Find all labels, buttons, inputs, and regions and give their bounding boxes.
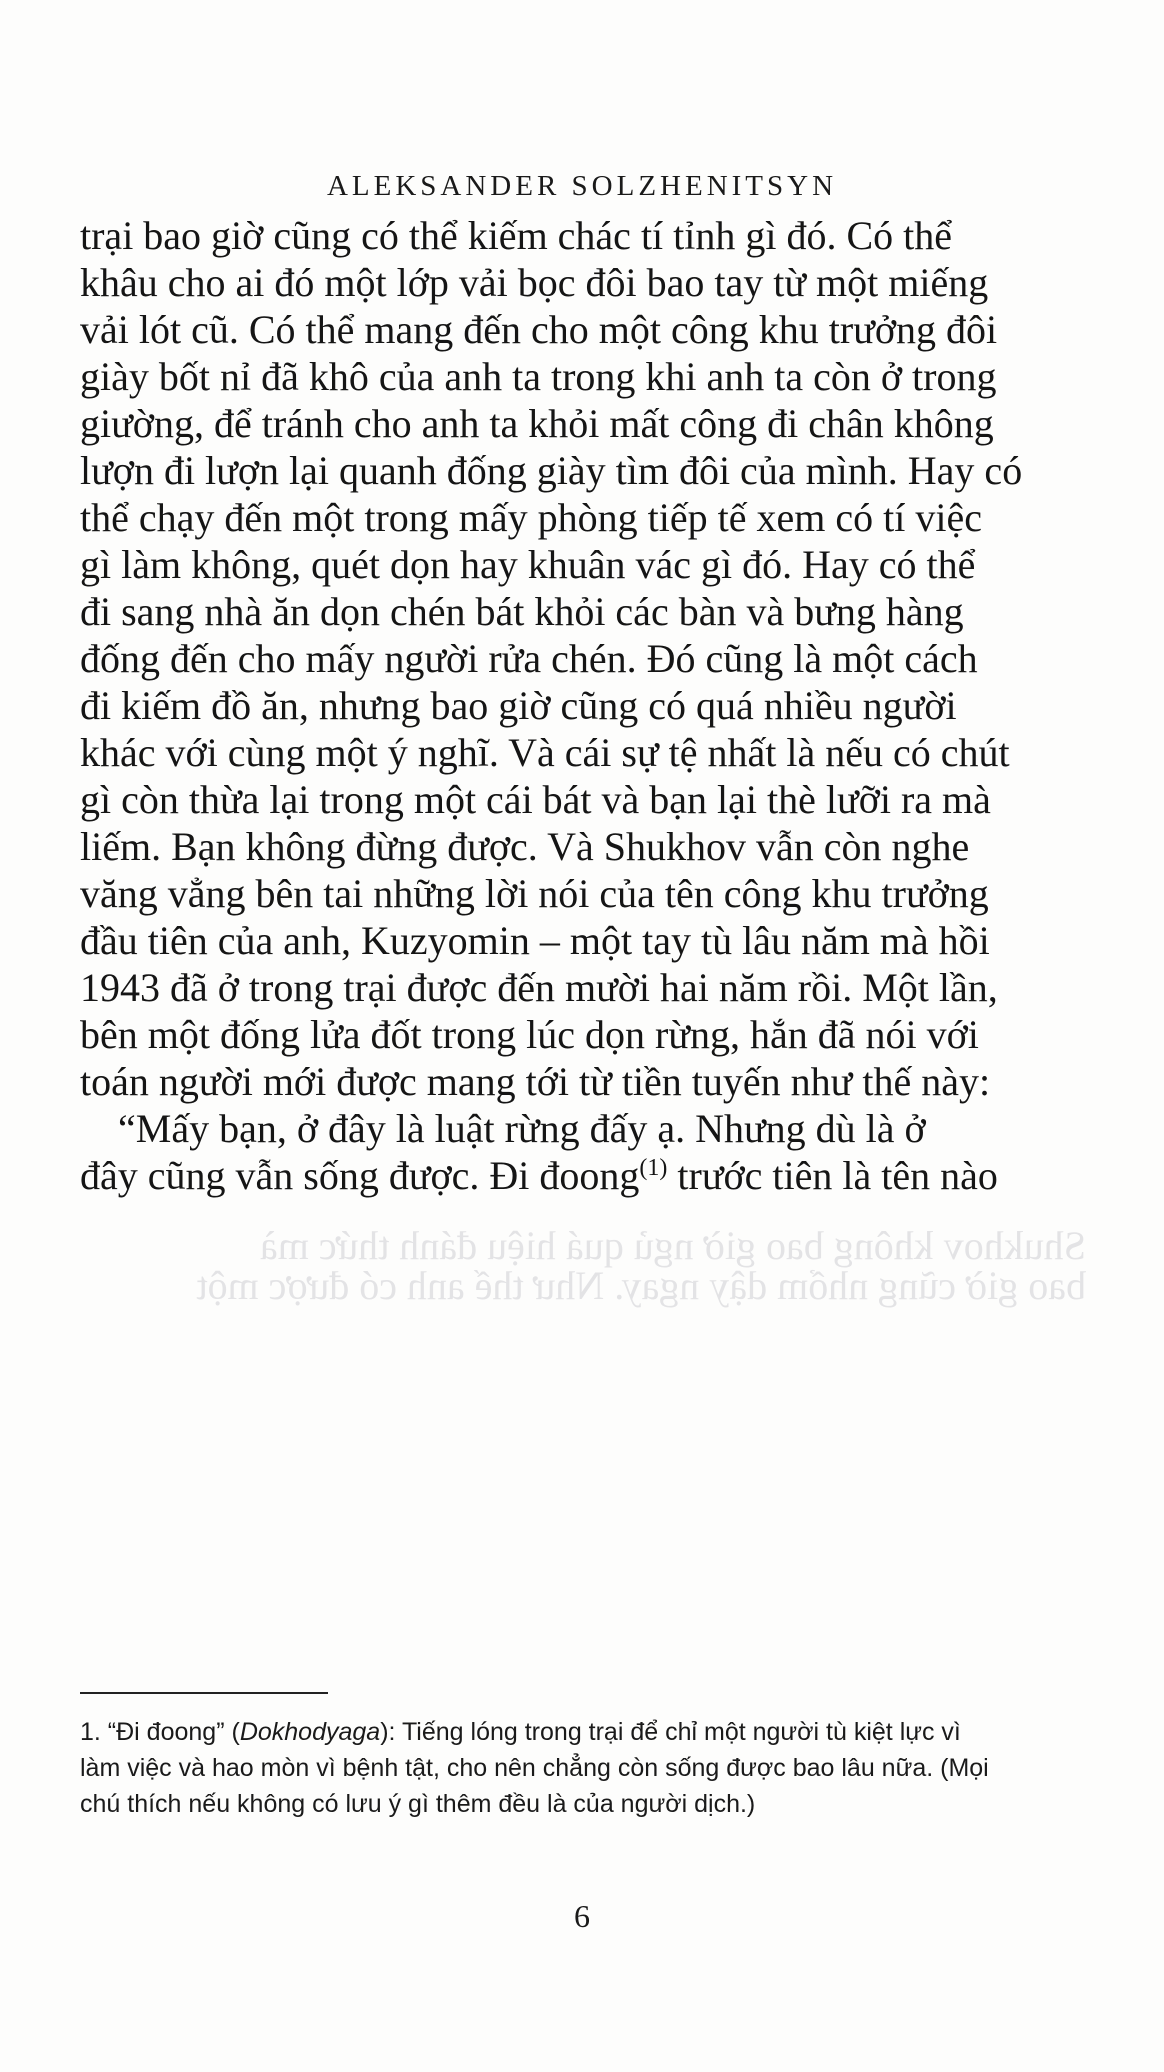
body-line: vải lót cũ. Có thể mang đến cho một công khu trưởng đôi: [80, 307, 998, 352]
body-text: đây cũng vẫn sống được. Đi đoong: [80, 1153, 640, 1198]
footnote-line: chú thích nếu không có lưu ý gì thêm đều là của người dịch.): [80, 1790, 756, 1818]
body-line: gì làm không, quét dọn hay khuân vác gì đó. Hay có thể: [80, 542, 976, 587]
body-line: liếm. Bạn không đừng được. Và Shukhov vẫn còn nghe: [80, 824, 970, 869]
footnote-line: [80, 1716, 1080, 1748]
body-line: giày bốt nỉ đã khô của anh ta trong khi anh ta còn ở trong: [80, 354, 997, 399]
body-line: khác với cùng một ý nghĩ. Và cái sự tệ nhất là nếu có chút: [80, 730, 1010, 775]
body-line: gì còn thừa lại trong một cái bát và bạn lại thè lưỡi ra mà: [80, 777, 991, 822]
page-number: 6: [574, 1898, 590, 1934]
footnote-separator: [80, 1692, 328, 1694]
footnote-number: 1.: [80, 1718, 108, 1746]
body-line: lượn đi lượn lại quanh đống giày tìm đôi của mình. Hay có: [80, 448, 1023, 493]
body-line: toán người mới được mang tới từ tiền tuyến như thế này:: [80, 1059, 991, 1104]
body-text: trước tiên là tên nào: [667, 1153, 998, 1198]
body-line: đầu tiên của anh, Kuzyomin – một tay tù lâu năm mà hồi: [80, 918, 990, 963]
footnote-text: (: [224, 1718, 240, 1746]
footnote-line: làm việc và hao mòn vì bệnh tật, cho nên chẳng còn sống được bao lâu nữa. (Mọi: [80, 1754, 989, 1782]
body-line: thể chạy đến một trong mấy phòng tiếp tế xem có tí việc: [80, 495, 982, 540]
body-line: đi sang nhà ăn dọn chén bát khỏi các bàn và bưng hàng: [80, 589, 964, 634]
body-line: đi kiếm đồ ăn, nhưng bao giờ cũng có quá nhiều người: [80, 683, 957, 728]
body-line: khâu cho ai đó một lớp vải bọc đôi bao tay từ một miếng: [80, 260, 989, 305]
body-line: bên một đống lửa đốt trong lúc dọn rừng, hắn đã nói với: [80, 1012, 979, 1057]
body-line-paragraph-start: “Mấy bạn, ở đây là luật rừng đấy ạ. Nhưng dù là ở: [118, 1106, 926, 1151]
body-line: trại bao giờ cũng có thể kiếm chác tí tỉnh gì đó. Có thể: [80, 213, 953, 258]
body-line: văng vẳng bên tai những lời nói của tên công khu trưởng: [80, 871, 989, 916]
footnote-text: ): Tiếng lóng trong trại để chỉ một người tù kiệt lực vì: [380, 1718, 961, 1746]
bleed-through-ghost-text: Shukhov không bao giờ ngủ quá hiệu đánh thức mà: [259, 1223, 1086, 1268]
footnote-term-italic: Dokhodyaga: [239, 1718, 381, 1746]
footnote-reference: (1): [639, 1155, 668, 1181]
body-line: đống đến cho mấy người rửa chén. Đó cũng là một cách: [80, 636, 978, 681]
footnote-quoted-term: “Đi đoong”: [107, 1718, 225, 1746]
body-line: 1943 đã ở trong trại được đến mười hai năm rồi. Một lần,: [80, 965, 998, 1010]
running-header: ALEKSANDER SOLZHENITSYN: [326, 170, 838, 202]
body-line-with-footnote-ref: [80, 1152, 1060, 1200]
bleed-through-ghost-text: bao giờ cũng nhổm dậy ngay. Như thế anh có được một: [196, 1263, 1086, 1308]
body-line: giường, để tránh cho anh ta khỏi mất công đi chân không: [80, 401, 994, 446]
